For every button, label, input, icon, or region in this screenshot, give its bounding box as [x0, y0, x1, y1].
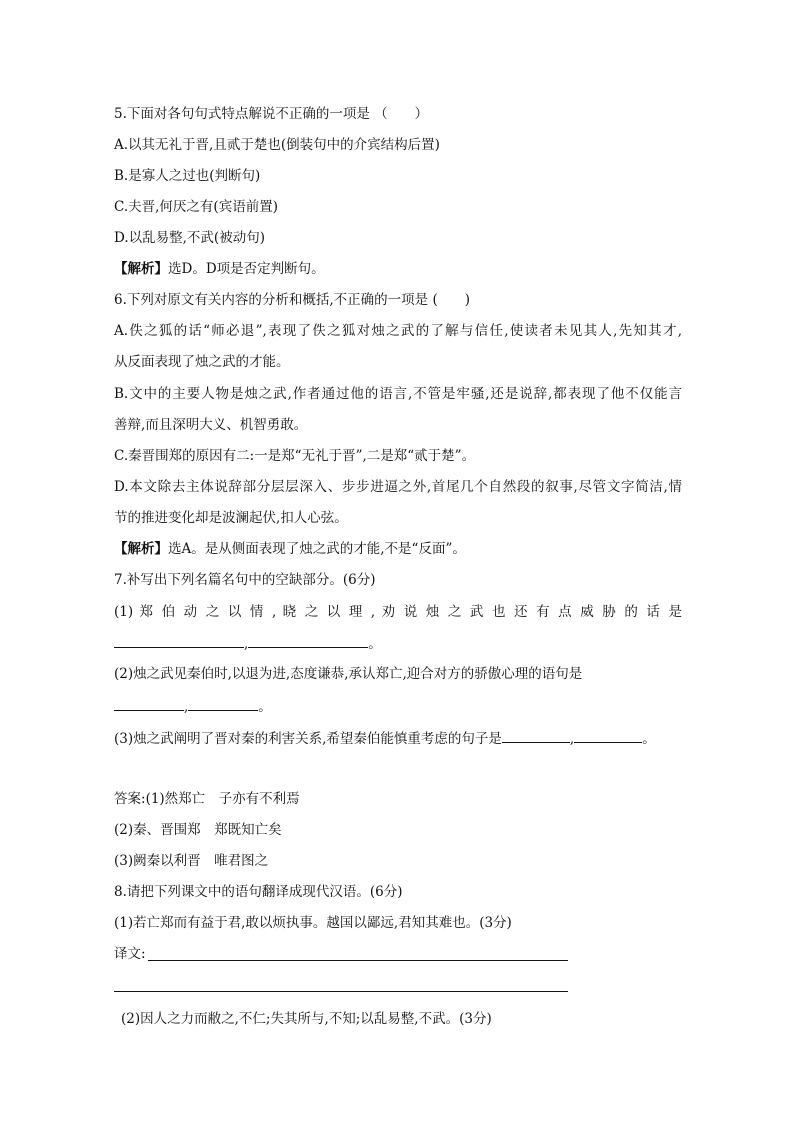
q6-analysis-text: 选A。是从侧面表现了烛之武的才能,不是“反面”。: [168, 541, 466, 557]
q6-option-d-line1: D.本文除去主体说辞部分层层深入、步步进逼之外,首尾几个自然段的叙事,尽管文字简洁,情: [114, 479, 682, 495]
q5-option-c: C.夫晋,何厌之有(宾语前置): [114, 199, 278, 215]
q5-option-d: D.以乱易整,不武(被动句): [114, 230, 265, 246]
q7-comma-2: ,: [184, 699, 189, 715]
q8-translation-line-2[interactable]: [114, 991, 568, 992]
q7-blanks-2: [114, 696, 272, 717]
q7-sentence-2: (2)烛之武见秦伯时,以退为进,态度谦恭,承认郑亡,迎合对方的骄傲心理的语句是: [114, 666, 583, 682]
q6-analysis-label: 【解析】: [114, 541, 168, 557]
q7-period-3: 。: [642, 731, 656, 747]
q6-option-b-line2: 善辩,而且深明大义、机智勇敢。: [114, 417, 308, 433]
q7-period-2: 。: [258, 699, 272, 715]
q7-sentence-3: [114, 728, 656, 749]
q7-blank-2a[interactable]: [114, 696, 184, 711]
q8-sentence-1: (1)若亡郑而有益于君,敢以烦执事。越国以鄙远,君知其难也。(3分): [114, 915, 512, 931]
q7-answer-1: [114, 789, 300, 809]
q5-analysis: [114, 259, 325, 279]
q7-sentence-3-text: (3)烛之武阐明了晋对秦的利害关系,希望秦伯能慎重考虑的句子是: [114, 731, 502, 747]
q7-answer-2: (2)秦、晋围郑 郑既知亡矣: [114, 822, 282, 838]
q7-comma-1: ,: [244, 636, 249, 652]
q8-stem: 8.请把下列课文中的语句翻译成现代汉语。(6分): [114, 884, 403, 900]
q7-blank-1a[interactable]: [114, 633, 244, 648]
q8-sentence-2: (2)因人之力而敝之,不仁;失其所与,不知;以乱易整,不武。(3分): [121, 1011, 492, 1027]
q6-option-d-line2: 节的推进变化却是波澜起伏,扣人心弦。: [114, 510, 348, 526]
q7-stem: 7.补写出下列名篇名句中的空缺部分。(6分): [114, 572, 376, 588]
q7-blanks-1: [114, 633, 382, 654]
q7-blank-3b[interactable]: [574, 728, 642, 743]
q7-blank-1b[interactable]: [248, 633, 368, 648]
q6-option-a-line2: 从反面表现了烛之武的才能。: [114, 354, 290, 370]
q7-blank-3a[interactable]: [502, 728, 570, 743]
q7-answer-1-text: (1)然郑亡 子亦有不利焉: [145, 791, 300, 807]
q8-translation-label: 译文:: [114, 946, 146, 962]
q7-comma-3: ,: [569, 731, 575, 747]
q5-option-a: A.以其无礼于晋,且贰于楚也(倒装句中的介宾结构后置): [114, 137, 440, 153]
q5-analysis-text: 选D。D项是否定判断句。: [168, 261, 325, 277]
q6-option-a-line1: A.佚之狐的话“师必退”,表现了佚之狐对烛之武的了解与信任,使读者未见其人,先知其才,: [114, 323, 682, 339]
q7-period-1: 。: [368, 636, 382, 652]
q7-answer-label: 答案:: [114, 791, 146, 807]
q7-answer-3: (3)阙秦以利晋 唯君图之: [114, 853, 269, 869]
q6-stem: 6.下列对原文有关内容的分析和概括,不正确的一项是 ( ): [114, 292, 470, 308]
q7-sentence-1: (1) 郑 伯 动 之 以 情 , 晓 之 以 理 , 劝 说 烛 之 武 也 还 有 点 威 胁 的 话 是: [114, 604, 682, 620]
q7-blank-2b[interactable]: [188, 696, 258, 711]
q6-option-b-line1: B.文中的主要人物是烛之武,作者通过他的语言,不管是牢骚,还是说辞,都表现了他不仅能言: [114, 386, 682, 402]
q5-analysis-label: 【解析】: [114, 261, 168, 277]
q6-option-c: C.秦晋围郑的原因有二:一是郑“无礼于晋”,二是郑“贰于楚”。: [114, 448, 476, 464]
q5-stem: 5.下面对各句句式特点解说不正确的一项是 （ ）: [114, 106, 429, 122]
q5-option-b: B.是寡人之过也(判断句): [114, 168, 261, 184]
q6-analysis: [114, 539, 466, 559]
q8-translation-line-1[interactable]: [148, 960, 568, 961]
